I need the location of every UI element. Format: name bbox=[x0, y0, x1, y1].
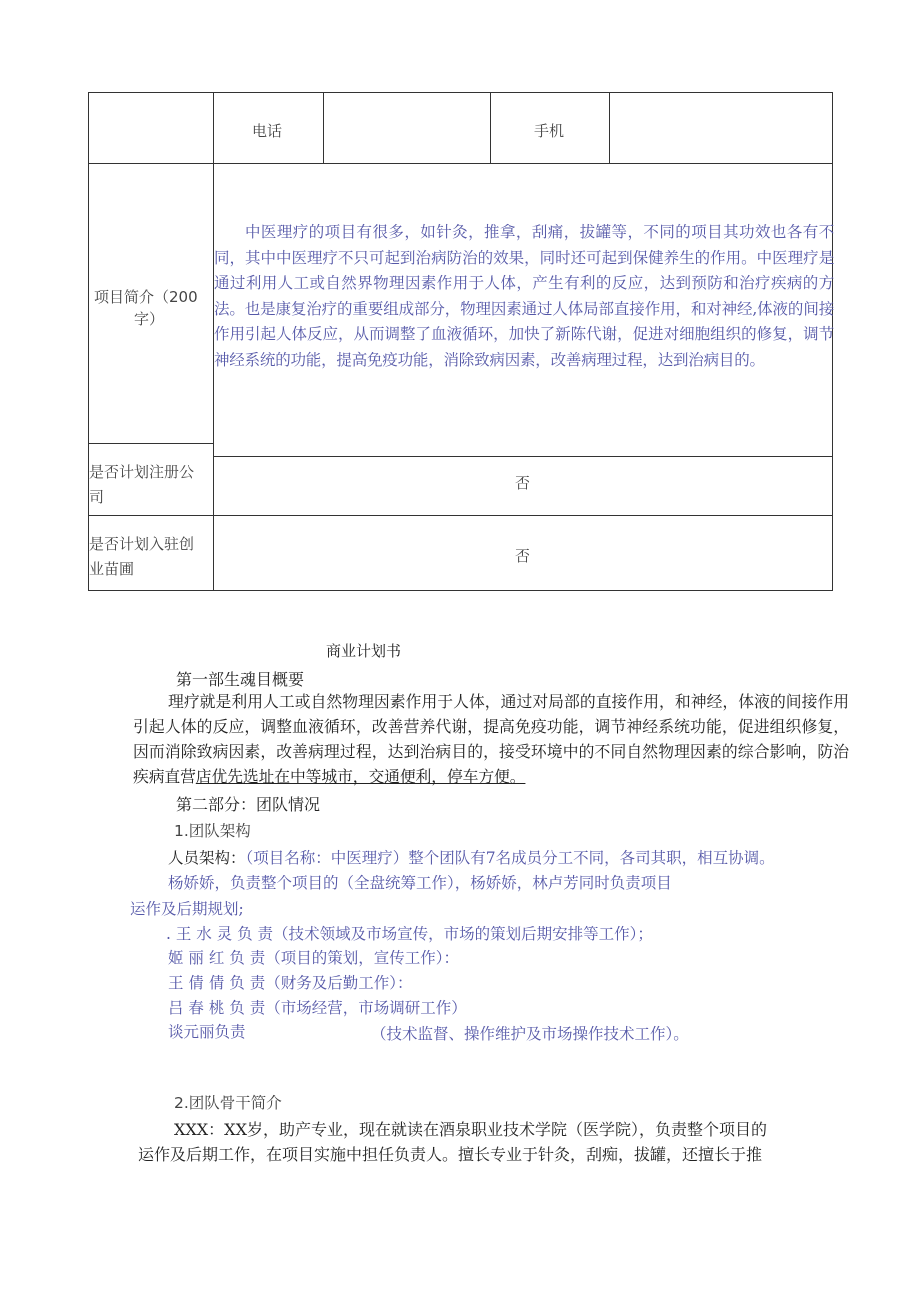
table-rule bbox=[213, 456, 833, 457]
member-item-name: 谈元丽负责 bbox=[168, 1023, 246, 1041]
incubator-label-line1: 是否计划入驻创 bbox=[89, 535, 195, 553]
part1-text: 理疗就是利用人工或自然物理因素作用于人体，通过对局部的直接作用，和神经，体液的间接作用引起人体的反应，调整血液循环，改善营养代谢，提高免疫功能，调节神经系统功能，促进组织修复，因而消除致病因素，改善病理过程，达到治病目的，接受环境中的不同自然物理因素的综合影响，防治疾病直营 bbox=[133, 692, 849, 786]
table-rule bbox=[88, 443, 213, 444]
bio-line2: 运作及后期工作，在项目实施中担任负责人。擅长专业于针灸，刮痴，拔罐，还擅长于推 bbox=[138, 1145, 763, 1164]
staff-line2: 杨娇娇，负责整个项目的（全盘统筹工作），杨娇娇，林卢芳同时负责项目 bbox=[168, 874, 672, 892]
table-rule bbox=[609, 92, 610, 164]
member-item-duty: （技术监督、操作维护及市场操作技术工作）。 bbox=[371, 1025, 689, 1043]
member-item: 吕 春 桃 负 责（市场经营，市场调研工作） bbox=[168, 999, 467, 1017]
register-label bbox=[89, 460, 194, 510]
staff-text-1: （项目名称：中医理疗）整个团队有7名成员分工不同，各司其职，相互协调。 bbox=[245, 849, 775, 867]
register-label-line1: 是否计划注册公 bbox=[89, 463, 195, 481]
incubator-label-line2: 业苗圃 bbox=[89, 560, 135, 578]
register-label-line2: 司 bbox=[89, 488, 105, 506]
part1-heading: 第一部生魂目概要 bbox=[176, 670, 305, 689]
table-border-bottom bbox=[88, 590, 833, 591]
staff-label: 人员架构： bbox=[168, 849, 246, 867]
table-rule bbox=[323, 92, 324, 164]
staff-line1 bbox=[168, 846, 775, 868]
part1-paragraph bbox=[133, 689, 849, 789]
member-item: 姬 丽 红 负 责（项目的策划，宣传工作）： bbox=[168, 949, 459, 967]
table-rule bbox=[490, 92, 491, 164]
intro-label bbox=[94, 286, 212, 330]
table-rule bbox=[88, 163, 833, 164]
intro-label-line2: 字） bbox=[134, 310, 165, 328]
member-item: . 王 水 灵 负 责（技术领域及市场宣传，市场的策划后期安排等工作）； bbox=[166, 925, 653, 943]
doc-title: 商业计划书 bbox=[326, 642, 402, 660]
table-border-top bbox=[88, 92, 833, 93]
section2-title: 2.团队骨干简介 bbox=[174, 1094, 282, 1112]
table-border-left bbox=[88, 92, 89, 591]
part2-heading: 第二部分：团队情况 bbox=[176, 795, 321, 814]
bio-line1: XXX：XX岁，助产专业，现在就读在酒泉职业技术学院（医学院），负责整个项目的 bbox=[174, 1120, 767, 1139]
incubator-value: 否 bbox=[515, 547, 531, 565]
part1-text-underlined: 店优先选址在中等城市，交通便利，停车方便。 bbox=[195, 767, 526, 786]
register-value: 否 bbox=[515, 474, 531, 492]
phone-label: 电话 bbox=[252, 122, 283, 140]
member-item: 王 倩 倩 负 责（财务及后勤工作）： bbox=[168, 974, 413, 992]
staff-line3: 运作及后期规划; bbox=[130, 900, 244, 918]
intro-label-line1: 项目简介（200 bbox=[94, 288, 198, 306]
table-rule bbox=[88, 515, 833, 516]
section1-title: 1.团队架构 bbox=[174, 822, 251, 840]
intro-text: 中医理疗的项目有很多，如针灸，推拿，刮痛，拔罐等，不同的项目其功效也各有不同，其中中医理疗不只可起到治病防治的效果，同时还可起到保健养生的作用。中医理疗是通过利用人工或自然界物理因素作用于人体，产生有利的反应，达到预防和治疗疾病的方法。也是康复治疗的重要组成部分，物理因素通过人体局部直接作用，和对神经,体液的间接作用引起人体反应，从而调整了血液循环，加快了新陈代谢，促进对细胞组织的修复，调节神经系统的功能，提高免疫功能，消除致病因素，改善病理过程，达到治病目的。 bbox=[214, 223, 834, 369]
mobile-label: 手机 bbox=[534, 122, 565, 140]
incubator-label bbox=[89, 532, 194, 582]
